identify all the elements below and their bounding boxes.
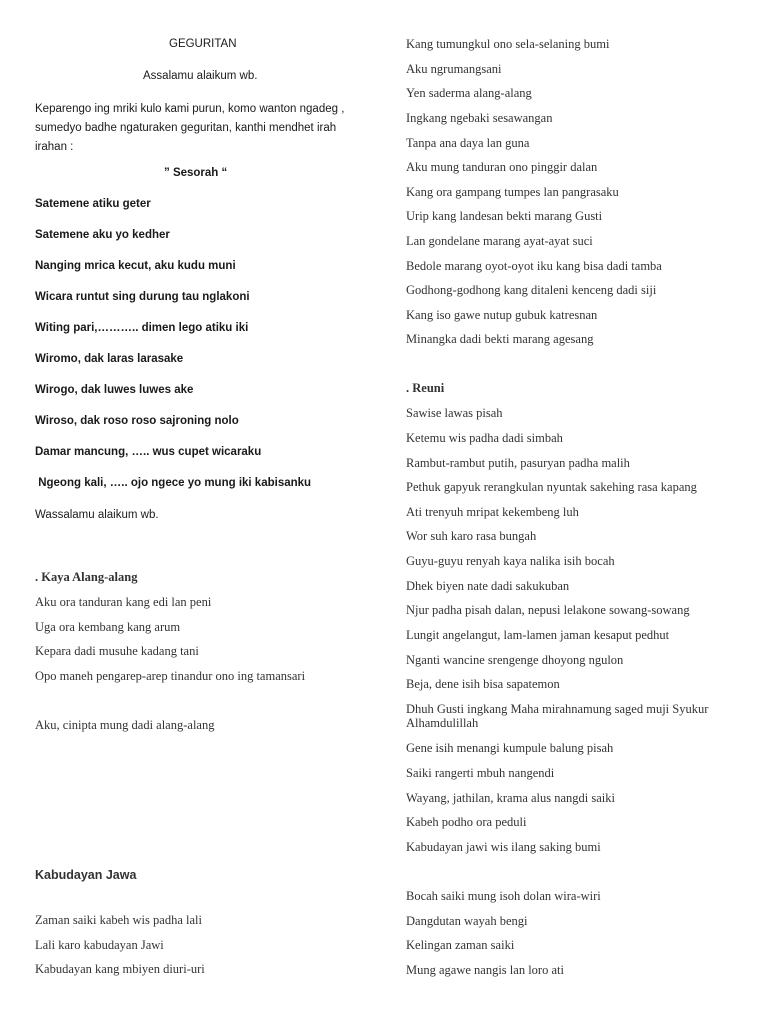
verse-line: Urip kang landesan bekti marang Gusti — [406, 209, 603, 223]
verse-line: Kang iso gawe nutup gubuk katresnan — [406, 308, 598, 322]
verse-line: Saiki rangerti mbuh nangendi — [406, 766, 555, 780]
verse-line: Aku, cinipta mung dadi alang-alang — [35, 718, 215, 732]
verse-line: Bedole marang oyot-oyot iku kang bisa dadi tamba — [406, 259, 662, 273]
verse-line: Nganti wancine srengenge dhoyong ngulon — [406, 653, 624, 667]
verse-line: Kabudayan jawi wis ilang saking bumi — [406, 840, 601, 854]
poem-title: ” Sesorah “ — [164, 167, 228, 179]
verse-line: Kabeh podho ora peduli — [406, 815, 527, 829]
section-title-reuni: . Reuni — [406, 381, 445, 395]
verse-line: Sawise lawas pisah — [406, 406, 503, 420]
verse-line: Ati trenyuh mripat kekembeng luh — [406, 505, 579, 519]
verse-line: Yen saderma alang-alang — [406, 86, 532, 100]
closing-greeting: Wassalamu alaikum wb. — [35, 509, 159, 521]
verse-line: Aku ora tanduran kang edi lan peni — [35, 595, 212, 609]
poem-line: Wiroso, dak roso roso sajroning nolo — [35, 415, 239, 427]
verse-line-wrapped: Dhuh Gusti ingkang Maha mirahnamung saged muji Syukur Alhamdulillah — [406, 702, 709, 730]
poem-line: Satemene aku yo kedher — [35, 229, 170, 241]
verse-line: Lan gondelane marang ayat-ayat suci — [406, 234, 593, 248]
verse-line: Lali karo kabudayan Jawi — [35, 938, 164, 952]
verse-line: Rambut-rambut putih, pasuryan padha malih — [406, 456, 630, 470]
verse-line: Pethuk gapyuk rerangkulan nyuntak sakehing rasa kapang — [406, 480, 697, 494]
verse-line: Aku ngrumangsani — [406, 62, 502, 76]
verse-line: Kabudayan kang mbiyen diuri-uri — [35, 962, 205, 976]
verse-line: Minangka dadi bekti marang agesang — [406, 332, 594, 346]
verse-line: Wor suh karo rasa bungah — [406, 529, 537, 543]
document-title: GEGURITAN — [169, 38, 237, 50]
verse-line: Zaman saiki kabeh wis padha lali — [35, 913, 202, 927]
verse-line: Aku mung tanduran ono pinggir dalan — [406, 160, 598, 174]
poem-line: Nanging mrica kecut, aku kudu muni — [35, 260, 236, 272]
verse-line: Kepara dadi musuhe kadang tani — [35, 644, 199, 658]
verse-line: Godhong-godhong kang ditaleni kenceng dadi siji — [406, 283, 657, 297]
poem-line: Satemene atiku geter — [35, 198, 151, 210]
greeting: Assalamu alaikum wb. — [143, 70, 258, 82]
verse-line: Ingkang ngebaki sesawangan — [406, 111, 553, 125]
verse-line: Beja, dene isih bisa sapatemon — [406, 677, 560, 691]
verse-line: Dhek biyen nate dadi sakukuban — [406, 579, 570, 593]
section-title-kaya-alang-alang: . Kaya Alang-alang — [35, 570, 138, 584]
poem-line: Ngeong kali, ….. ojo ngece yo mung iki kabisanku — [35, 477, 312, 489]
verse-line: Lungit angelangut, lam-lamen jaman kesaput pedhut — [406, 628, 670, 642]
verse-line: Mung agawe nangis lan loro ati — [406, 963, 564, 977]
poem-line: Witing pari,……….. dimen lego atiku iki — [35, 322, 249, 334]
verse-line: Gene isih menangi kumpule balung pisah — [406, 741, 614, 755]
verse-line: Kang tumungkul ono sela-selaning bumi — [406, 37, 610, 51]
poem-line: Wirogo, dak luwes luwes ake — [35, 384, 194, 396]
poem-line: Wicara runtut sing durung tau nglakoni — [35, 291, 250, 303]
verse-line: Bocah saiki mung isoh dolan wira-wiri — [406, 889, 601, 903]
verse-line: Njur padha pisah dalan, nepusi lelakone sowang-sowang — [406, 603, 690, 617]
verse-line: Dangdutan wayah bengi — [406, 914, 528, 928]
verse-line: Kang ora gampang tumpes lan pangrasaku — [406, 185, 619, 199]
verse-line: Ketemu wis padha dadi simbah — [406, 431, 563, 445]
verse-line: Guyu-guyu renyah kaya nalika isih bocah — [406, 554, 615, 568]
verse-line: Kelingan zaman saiki — [406, 938, 515, 952]
section-title-kabudayan-jawa: Kabudayan Jawa — [35, 868, 137, 882]
verse-line: Opo maneh pengarep-arep tinandur ono ing tamansari — [35, 669, 306, 683]
poem-line: Wiromo, dak laras larasake — [35, 353, 184, 365]
intro-paragraph: Keparengo ing mriki kulo kami purun, komo wanton ngadeg , sumedyo badhe ngaturaken geguritan, kanthi mendhet irah irahan : — [35, 103, 345, 153]
verse-line: Wayang, jathilan, krama alus nangdi saiki — [406, 791, 616, 805]
verse-line: Tanpa ana daya lan guna — [406, 136, 530, 150]
verse-line: Uga ora kembang kang arum — [35, 620, 181, 634]
poem-line: Damar mancung, ….. wus cupet wicaraku — [35, 446, 262, 458]
